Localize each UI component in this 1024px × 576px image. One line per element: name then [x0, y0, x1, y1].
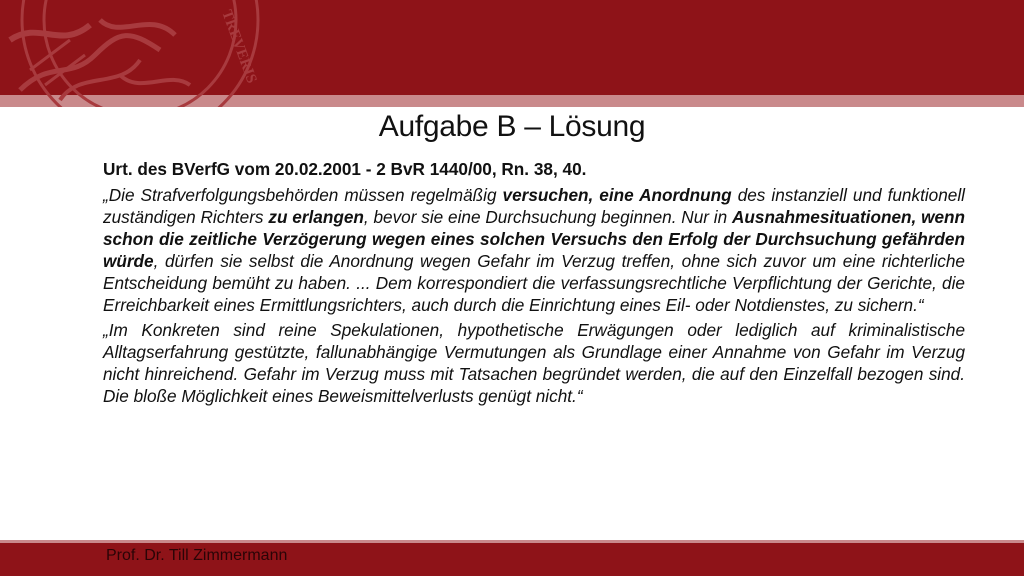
- quote-segment: „Im Konkreten sind reine Spekulationen, hypothetische Erwägungen oder lediglich auf kriminalistische Alltagserfahrung gestützte, fallunabhängige Vermutungen als Grundlage einer Annahme von Gefahr im Verzug nicht hinreichend. Gefahr im Verzug muss mit Tatsachen begründet werden, die auf den Einzelfall bezogen sind. Die bloße Möglichkeit eines Beweismittelverlusts genügt nicht.“: [103, 320, 965, 406]
- slide-title: Aufgabe B – Lösung: [378, 110, 646, 143]
- quote-segment: , bevor sie eine Durchsuchung beginnen. Nur in: [363, 207, 732, 227]
- quote-emphasis: versuchen, eine Anordnung: [502, 185, 732, 205]
- quote-segment: des instanziell und funktionell zuständigen Richters: [103, 185, 965, 227]
- quote-paragraph-2: [103, 319, 965, 407]
- seal-text: TREVERIS: [218, 7, 260, 86]
- slide-content: [103, 158, 965, 410]
- university-seal-watermark: [0, 0, 270, 107]
- citation-heading: Urt. des BVerfG vom 20.02.2001 - 2 BvR 1440/00, Rn. 38, 40.: [103, 159, 587, 179]
- quote-emphasis: Ausnahmesituationen, wenn schon die zeitliche Verzögerung wegen eines solchen Versuchs den Erfolg der Durchsuchung gefährden würde: [103, 207, 966, 271]
- quote-segment: „Die Strafverfolgungsbehörden müssen regelmäßig: [103, 185, 503, 205]
- seal-graphic: [0, 0, 270, 107]
- quote-emphasis: zu erlangen: [268, 207, 364, 227]
- footer-author: Prof. Dr. Till Zimmermann: [106, 547, 288, 564]
- quote-paragraph-1: [103, 184, 965, 316]
- quote-segment: , dürfen sie selbst die Anordnung wegen Gefahr im Verzug treffen, ohne sich zuvor um eine richterliche Entscheidung bemüht zu haben. ... Dem korrespondiert die verfassungsrechtliche Verpflichtung der Gerichte, die Erreichbarkeit eines Ermittlungsrichters, auch durch die Einrichtung eines Eil- oder Notdienstes, zu sichern.“: [103, 251, 965, 315]
